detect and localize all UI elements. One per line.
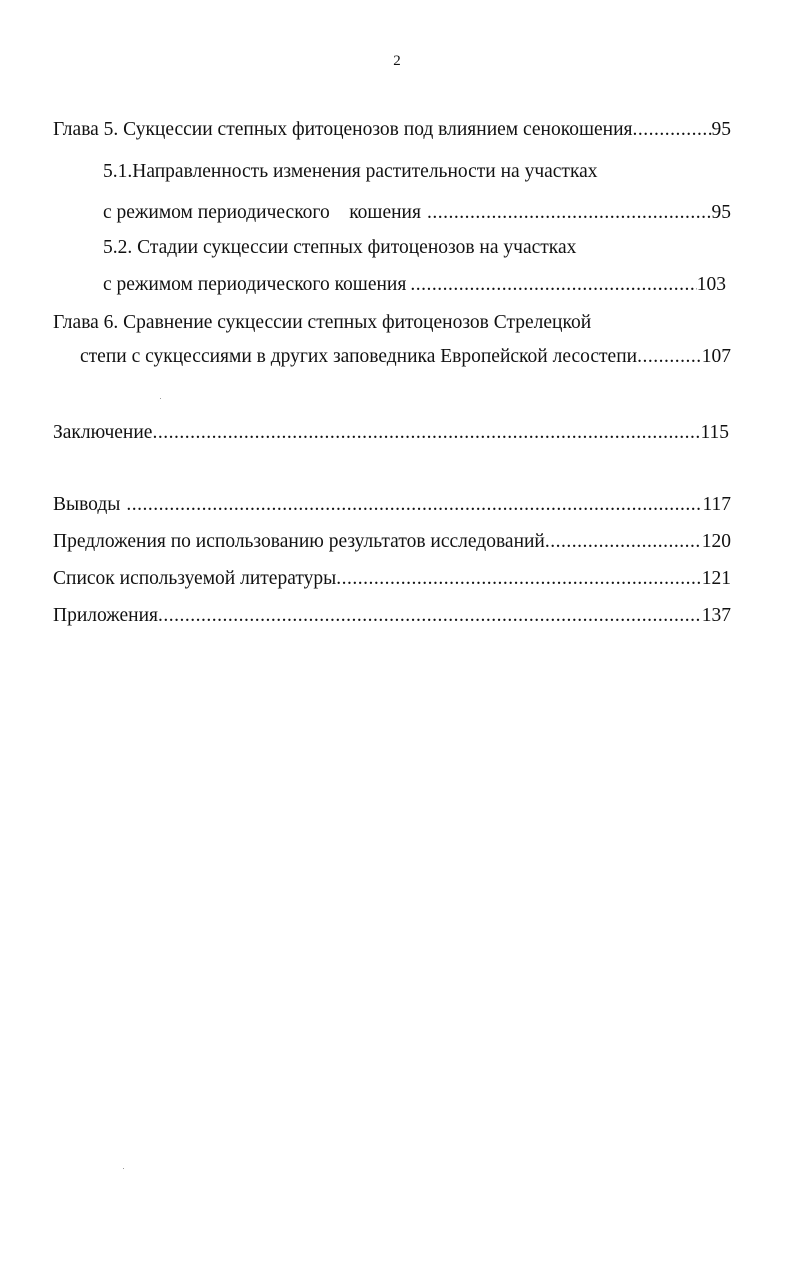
toc-entry-page: 95	[711, 119, 731, 140]
toc-entry-chapter-5	[53, 118, 731, 142]
toc-entry-label: Заключение	[53, 422, 153, 443]
dot-leader	[336, 567, 702, 591]
toc-entry-label: Список используемой литературы	[53, 568, 337, 589]
toc-entry-label: Выводы	[53, 494, 121, 515]
toc-entry-page: 121	[701, 568, 731, 589]
toc-entry-literature	[53, 567, 731, 591]
dot-leader	[410, 273, 696, 297]
toc-entry-label: с режимом периодического кошения	[103, 274, 407, 295]
toc-entry-proposals	[53, 530, 731, 554]
page-number: 2	[393, 53, 401, 69]
scan-speck	[160, 398, 161, 399]
toc-entry-5-2-line1: 5.2. Стадии сукцессии степных фитоценозов на участках	[103, 237, 577, 258]
scan-speck	[123, 1168, 124, 1169]
dot-leader	[633, 118, 712, 142]
dot-leader	[545, 530, 702, 554]
toc-entry-appendices	[53, 604, 731, 628]
toc-entry-label: степи с сукцессиями в других заповедника Европейской лесостепи	[80, 346, 638, 367]
dot-leader	[427, 201, 712, 225]
toc-entry-label: Предложения по использованию результатов исследований	[53, 531, 545, 552]
toc-entry-label: Приложения	[53, 605, 158, 626]
toc-entry-page: 137	[701, 605, 731, 626]
toc-entry-section-5-2	[103, 273, 726, 297]
toc-entry-5-1-line1: 5.1.Направленность изменения растительности на участках	[103, 161, 598, 182]
toc-entry-page: 107	[701, 346, 731, 367]
toc-entry-page: 115	[700, 422, 729, 443]
toc-entry-label: Глава 5. Сукцессии степных фитоценозов под влиянием сенокошения	[53, 119, 633, 140]
toc-entry-findings	[53, 493, 731, 517]
toc-entry-chapter-6	[80, 345, 731, 369]
toc-entry-page: 95	[711, 202, 731, 223]
toc-entry-ch6-line1: Глава 6. Сравнение сукцессии степных фитоценозов Стрелецкой	[53, 312, 592, 333]
toc-entry-section-5-1	[103, 201, 731, 225]
dot-leader	[158, 604, 702, 628]
toc-entry-page: 103	[696, 274, 726, 295]
dot-leader	[152, 421, 700, 445]
toc-entry-page: 117	[702, 494, 731, 515]
toc-entry-label: с режимом периодического кошения	[103, 202, 421, 223]
dot-leader	[126, 493, 702, 517]
toc-entry-conclusion	[53, 421, 729, 445]
toc-entry-page: 120	[701, 531, 731, 552]
dot-leader	[637, 345, 702, 369]
